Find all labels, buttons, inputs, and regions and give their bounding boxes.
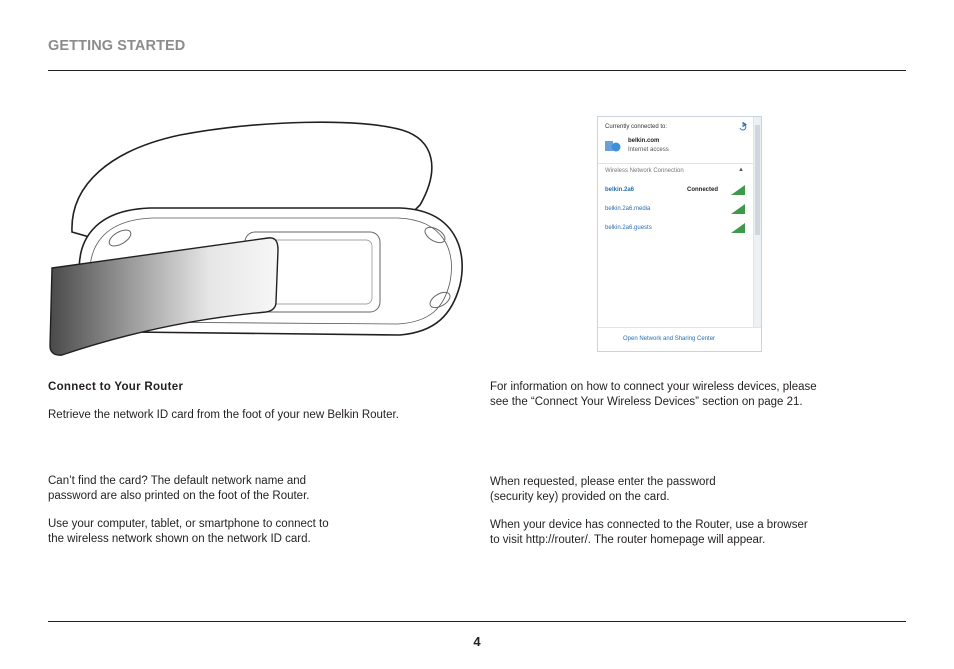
left-para-3: Use your computer, tablet, or smartphone to connect to the wireless network shown on the network ID card. bbox=[48, 518, 329, 545]
wifi-panel-header: Currently connected to: bbox=[605, 124, 668, 130]
signal-strength-icon bbox=[731, 223, 745, 233]
open-network-center-link[interactable]: Open Network and Sharing Center bbox=[623, 336, 716, 342]
header-rule bbox=[48, 70, 906, 71]
footer-rule bbox=[48, 621, 906, 622]
scrollbar[interactable] bbox=[753, 117, 762, 327]
section-heading: Connect to Your Router bbox=[48, 381, 184, 393]
page-number: 4 bbox=[473, 634, 481, 649]
refresh-icon[interactable] bbox=[738, 122, 748, 132]
router-id-card-illustration bbox=[40, 110, 470, 365]
network-name: belkin.2a6.media bbox=[605, 206, 651, 212]
wifi-section-label: Wireless Network Connection bbox=[605, 168, 684, 174]
right-para-3: When your device has connected to the Router, use a browser to visit http://router/. The router homepage will appear. bbox=[490, 519, 808, 546]
signal-strength-icon bbox=[731, 204, 745, 214]
current-network-name: belkin.com bbox=[628, 138, 660, 144]
wireless-network-panel bbox=[597, 116, 762, 352]
network-name: belkin.2a6.guests bbox=[605, 225, 652, 231]
collapse-icon[interactable]: ▲ bbox=[738, 167, 744, 173]
left-para-1: Retrieve the network ID card from the foot of your new Belkin Router. bbox=[48, 409, 399, 421]
current-network-status: Internet access bbox=[628, 147, 669, 153]
network-name: belkin.2a6 bbox=[605, 187, 635, 193]
right-para-2: When requested, please enter the password (security key) provided on the card. bbox=[490, 476, 716, 503]
signal-strength-icon bbox=[731, 185, 745, 195]
network-globe-icon bbox=[605, 139, 621, 153]
network-status: Connected bbox=[687, 187, 719, 193]
section-title: GETTING STARTED bbox=[48, 38, 186, 54]
left-para-2: Can’t find the card? The default network name and password are also printed on the foot of the Router. bbox=[48, 475, 310, 502]
right-para-1: For information on how to connect your wireless devices, please see the “Connect Your Wireless Devices” section on page 21. bbox=[490, 381, 817, 408]
